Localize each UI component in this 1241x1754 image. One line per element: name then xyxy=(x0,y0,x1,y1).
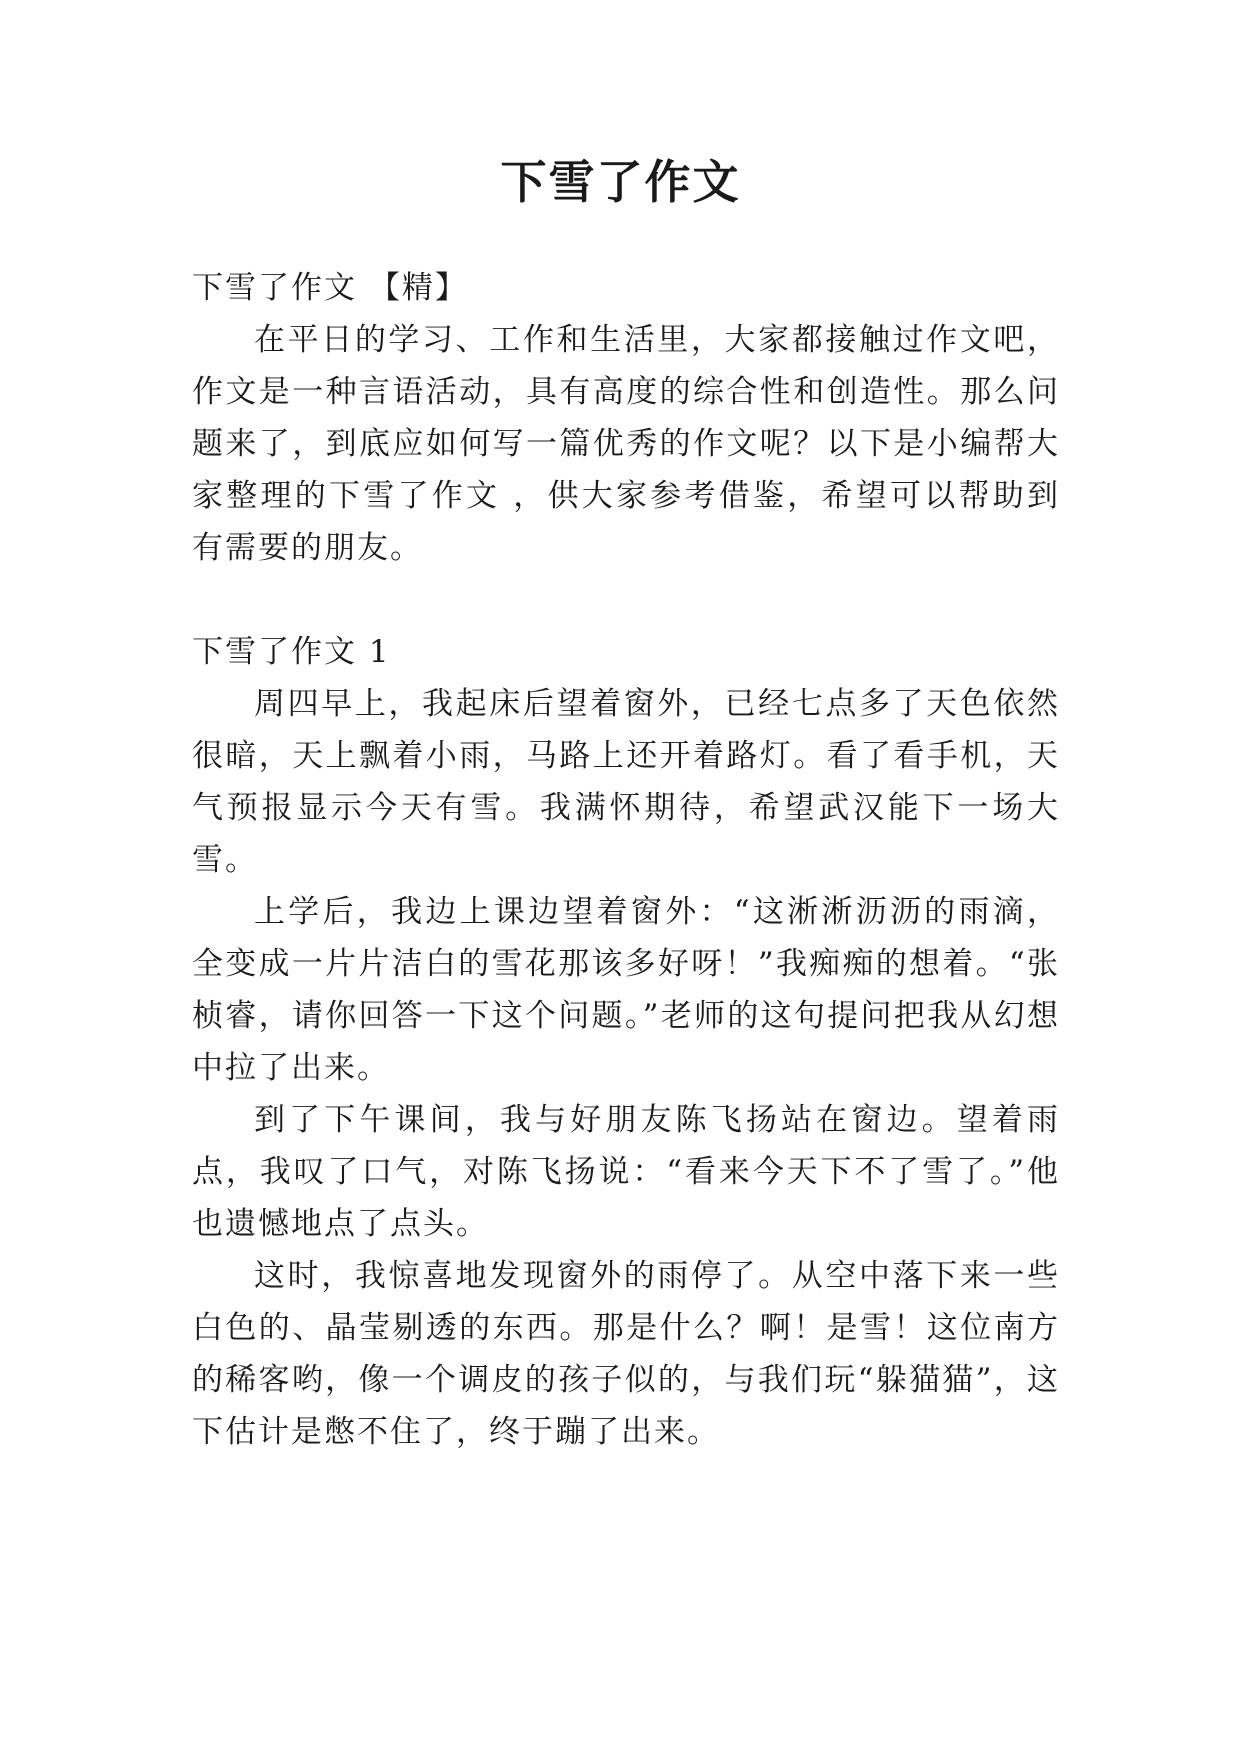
document-title: 下雪了作文 xyxy=(500,155,741,209)
section-1-paragraph-3: 到了下午课间，我与好朋友陈飞扬站在窗边。望着雨点，我叹了口气，对陈飞扬说：“看来今天下不了雪了。”他也遗憾地点了点头。 xyxy=(192,1102,1060,1242)
section-1-paragraph-4: 这时，我惊喜地发现窗外的雨停了。从空中落下来一些白色的、晶莹剔透的东西。那是什么？啊！是雪！这位南方的稀客哟，像一个调皮的孩子似的，与我们玩“躲猫猫”，这下估计是憋不住了，终于蹦了出来。 xyxy=(192,1258,1060,1450)
section-spacer xyxy=(192,574,1060,626)
document-body xyxy=(192,262,1060,1458)
section-1-paragraph-2: 上学后，我边上课边望着窗外：“这淅淅沥沥的雨滴，全变成一片片洁白的雪花那该多好呀！”我痴痴的想着。“张桢睿，请你回答一下这个问题。”老师的这句提问把我从幻想中拉了出来。 xyxy=(192,894,1060,1086)
intro-heading: 下雪了作文 【精】 xyxy=(192,270,468,306)
section-1-paragraph-1: 周四早上，我起床后望着窗外，已经七点多了天色依然很暗，天上飘着小雨，马路上还开着路灯。看了看手机，天气预报显示今天有雪。我满怀期待，希望武汉能下一场大雪。 xyxy=(192,686,1060,878)
section-1-heading: 下雪了作文 1 xyxy=(192,634,391,670)
intro-paragraph: 在平日的学习、工作和生活里，大家都接触过作文吧，作文是一种言语活动，具有高度的综合性和创造性。那么问题来了，到底应如何写一篇优秀的作文呢？以下是小编帮大家整理的下雪了作文 ，供大家参考借鉴，希望可以帮助到有需要的朋友。 xyxy=(192,322,1060,566)
